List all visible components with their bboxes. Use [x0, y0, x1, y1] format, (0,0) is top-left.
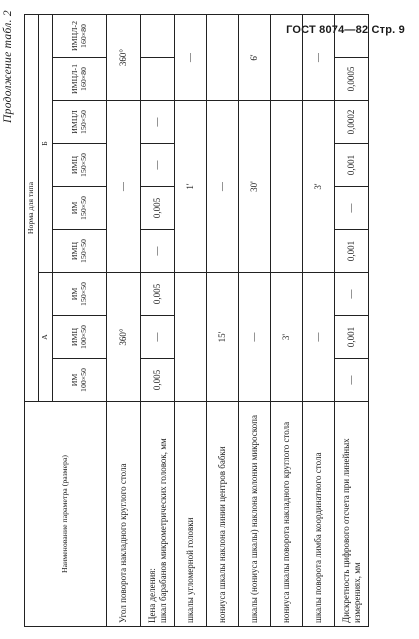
value-cell: — — [335, 273, 369, 316]
type-header: ИМЦЛ 150×50 — [53, 101, 107, 144]
value-cell: — — [141, 101, 175, 144]
value-cell: 0,005 — [141, 359, 175, 402]
row-label: нониуса шкалы наклона линии центров бабки — [207, 402, 239, 627]
value-cell: 0,005 — [141, 187, 175, 230]
type-header: ИМЦ 100×50 — [53, 316, 107, 359]
value-cell: 0,005 — [141, 273, 175, 316]
row-label: шкалы поворота лимба координатного стола — [303, 402, 335, 627]
value-cell: 0,0005 — [335, 58, 369, 101]
value-cell: — — [239, 273, 271, 402]
value-cell: 1' — [175, 101, 207, 273]
value-cell: — — [335, 359, 369, 402]
value-cell: — — [335, 187, 369, 230]
group-a-header: А — [39, 273, 53, 402]
type-header: ИМЦЛ-2 160×80 — [53, 15, 107, 58]
value-cell: 15' — [207, 273, 239, 402]
type-header: ИМ 150×50 — [53, 273, 107, 316]
value-cell: 0,0002 — [335, 101, 369, 144]
row-label — [141, 402, 175, 627]
value-cell: 360° — [107, 273, 141, 402]
table-row — [239, 15, 271, 627]
value-cell: 6' — [239, 15, 271, 101]
value-cell: 0,001 — [335, 144, 369, 187]
value-cell: — — [303, 15, 335, 101]
sub-label: шкал барабанов микрометрических головок, мм — [157, 438, 168, 623]
value-cell — [271, 15, 303, 101]
value-cell: — — [303, 273, 335, 402]
table-row — [107, 15, 141, 627]
type-header: ИМ 150×50 — [53, 187, 107, 230]
norm-header: Норма для типа — [25, 15, 39, 402]
type-header: ИМЦ 150×50 — [53, 230, 107, 273]
value-cell: — — [141, 230, 175, 273]
row-label: шкалы угломерной головки — [175, 402, 207, 627]
value-cell — [175, 273, 207, 402]
value-cell: — — [175, 15, 207, 101]
value-cell: 3' — [271, 273, 303, 402]
value-cell — [141, 15, 175, 58]
value-cell — [271, 101, 303, 273]
table-row — [271, 15, 303, 627]
type-header: ИМ 100×50 — [53, 359, 107, 402]
row-label: Угол поворота накладного круглого стола — [107, 402, 141, 627]
row-label: нониуса шкалы поворота накладного круглого стола — [271, 402, 303, 627]
page-header: ГОСТ 8074—82 Стр. 9 — [286, 24, 405, 36]
value-cell — [335, 15, 369, 58]
value-cell: — — [107, 101, 141, 273]
value-cell — [207, 15, 239, 101]
table-row — [303, 15, 335, 627]
row-label: Дискретность цифрового отсчета при линейных измерениях, мм — [335, 402, 369, 627]
type-header: ИМЦ 150×50 — [53, 144, 107, 187]
value-cell: 3' — [303, 101, 335, 273]
table-row — [175, 15, 207, 627]
group-b-header: Б — [39, 15, 53, 273]
value-cell: 0,001 — [335, 316, 369, 359]
table-row — [207, 15, 239, 627]
table-caption: Продолжение табл. 2 — [2, 10, 14, 123]
table-row — [335, 15, 369, 627]
value-cell: 360° — [107, 15, 141, 101]
value-cell: 0,001 — [335, 230, 369, 273]
param-header: Наименование параметра (размера) — [25, 402, 107, 627]
type-header: ИМЦЛ-1 160×80 — [53, 58, 107, 101]
parameters-table — [24, 14, 369, 627]
value-cell: 30' — [239, 101, 271, 273]
section-label: Цена деления: — [147, 568, 158, 623]
value-cell: — — [207, 101, 239, 273]
value-cell: — — [141, 316, 175, 359]
row-label: шкалы (нониуса шкалы) наклона колонки микроскопа — [239, 402, 271, 627]
value-cell — [141, 58, 175, 101]
value-cell: — — [141, 144, 175, 187]
table-row — [141, 15, 175, 627]
